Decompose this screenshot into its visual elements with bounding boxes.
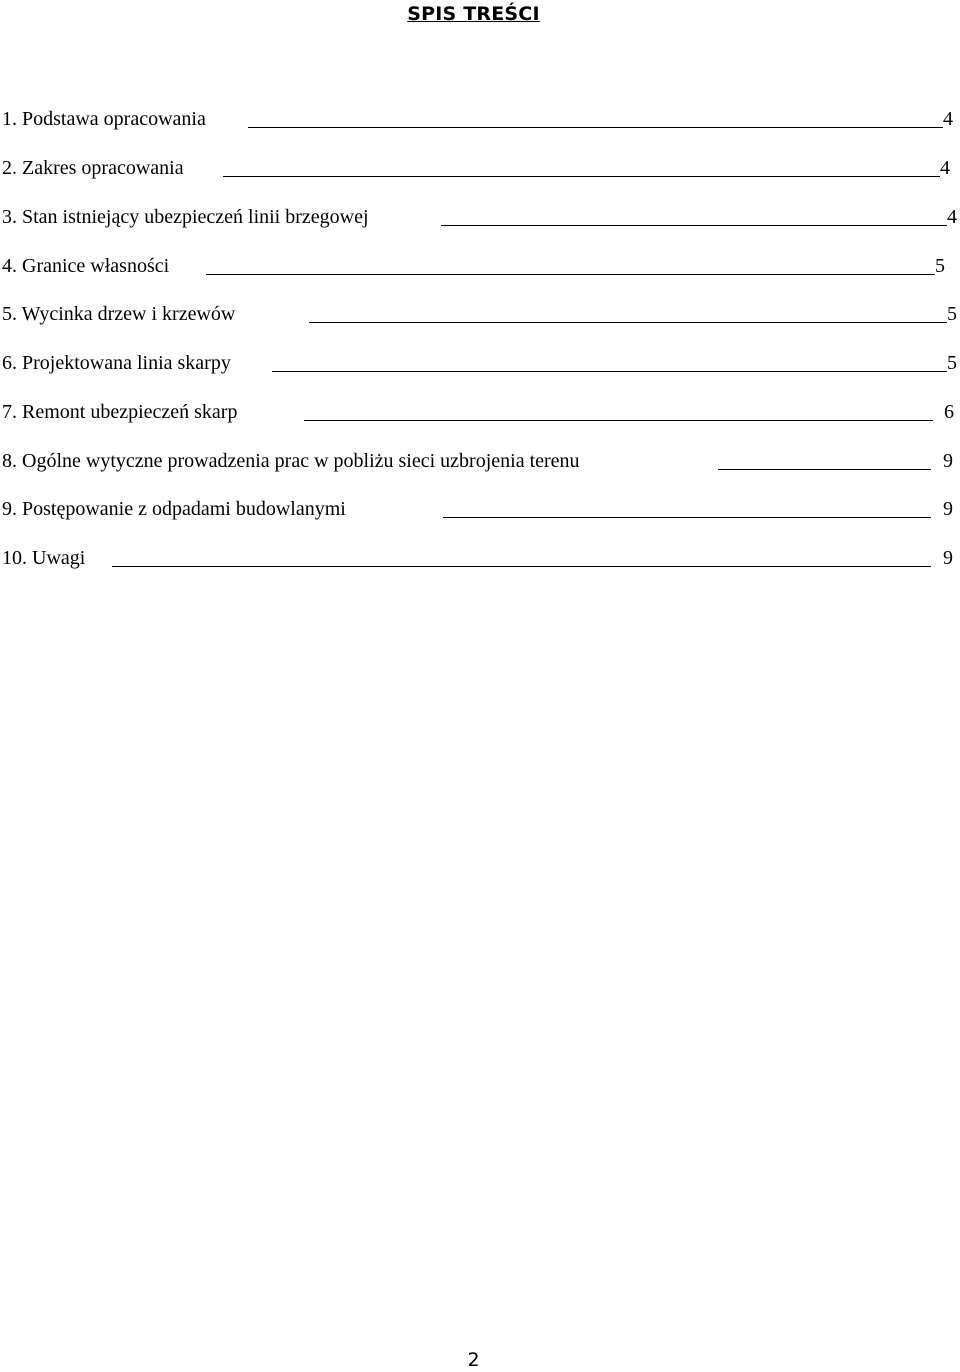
toc-entry-page: 4	[943, 108, 953, 130]
toc-entry-label: 9. Postępowanie z odpadami budowlanymi	[2, 498, 346, 520]
toc-entry-page: 4	[940, 157, 950, 179]
toc-entry-page: 6	[944, 401, 954, 423]
toc-leader-line	[206, 274, 935, 275]
toc-entry-label: 10. Uwagi	[2, 547, 86, 569]
toc-entry-label: 1. Podstawa opracowania	[2, 108, 206, 130]
toc-entry-label: 4. Granice własności	[2, 255, 170, 277]
toc-entry-page: 9	[943, 450, 953, 472]
toc-leader-line	[443, 517, 931, 518]
toc-entry-page: 9	[943, 547, 953, 569]
toc-entry-label: 8. Ogólne wytyczne prowadzenia prac w pobliżu sieci uzbrojenia terenu	[2, 450, 580, 472]
toc-leader-line	[304, 420, 933, 421]
toc-entry-label: 6. Projektowana linia skarpy	[2, 352, 231, 374]
toc-leader-line	[441, 225, 947, 226]
toc-leader-line	[309, 322, 947, 323]
toc-entry-label: 7. Remont ubezpieczeń skarp	[2, 401, 238, 423]
toc-entry-page: 5	[947, 352, 957, 374]
toc-entry-label: 5. Wycinka drzew i krzewów	[2, 303, 236, 325]
toc-leader-line	[718, 469, 931, 470]
page-number: 2	[467, 1349, 480, 1371]
toc-leader-line	[223, 176, 940, 177]
toc-entry-page: 5	[935, 255, 945, 277]
toc-entry-label: 2. Zakres opracowania	[2, 157, 184, 179]
toc-entry-page: 5	[947, 303, 957, 325]
page-title: SPIS TREŚCI	[407, 3, 540, 25]
toc-entry-page: 4	[947, 206, 957, 228]
toc-leader-line	[248, 127, 943, 128]
toc-leader-line	[272, 371, 947, 372]
toc-entry-label: 3. Stan istniejący ubezpieczeń linii brzegowej	[2, 206, 369, 228]
toc-entry-page: 9	[943, 498, 953, 520]
toc-leader-line	[112, 566, 931, 567]
